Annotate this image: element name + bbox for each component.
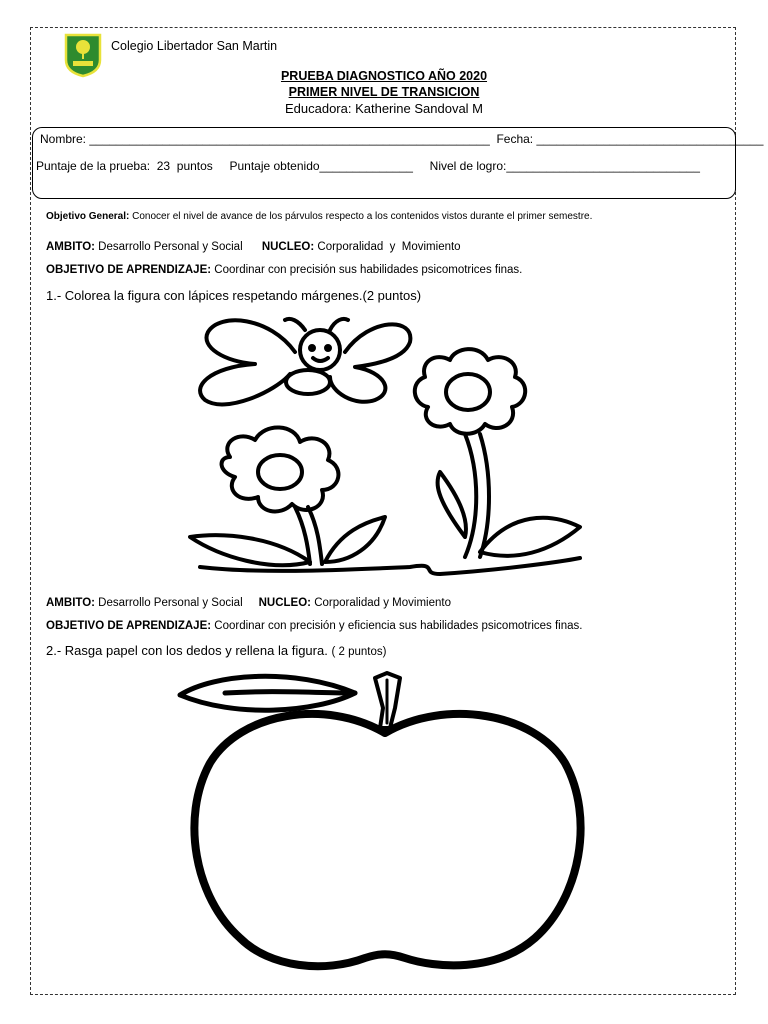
general-objective: [46, 211, 592, 222]
test-title: PRUEBA DIAGNOSTICO AÑO 2020: [280, 69, 488, 83]
apple-drawing-icon: [175, 668, 605, 978]
level-title: PRIMER NIVEL DE TRANSICION: [288, 85, 480, 99]
school-name: Colegio Libertador San Martin: [111, 39, 278, 53]
question-2: 2.- Rasga papel con los dedos y rellena la figura. ( 2 puntos): [46, 643, 387, 658]
section1-objective: OBJETIVO DE APRENDIZAJE: Coordinar con precisión sus habilidades psicomotrices finas.: [46, 264, 523, 276]
flowers-butterfly-drawing-icon: [180, 312, 590, 590]
section2-objective: OBJETIVO DE APRENDIZAJE: Coordinar con precisión y eficiencia sus habilidades psicomotrices finas.: [46, 620, 583, 632]
section2-ambito: AMBITO: Desarrollo Personal y Social NUCLEO: Corporalidad y Movimiento: [46, 597, 451, 609]
name-date-line[interactable]: Nombre: ____________________________________________________________ Fecha: __________________________________: [40, 132, 764, 146]
section1-ambito: AMBITO: Desarrollo Personal y Social NUCLEO: Corporalidad y Movimiento: [46, 241, 461, 253]
score-line[interactable]: Puntaje de la prueba: 23 puntos Puntaje obtenido______________ Nivel de logro:_____________________________: [36, 159, 700, 173]
educator-name: Educadora: Katherine Sandoval M: [284, 101, 483, 116]
question-1: 1.- Colorea la figura con lápices respetando márgenes.(2 puntos): [46, 288, 422, 303]
general-objective-label: Objetivo General:: [46, 211, 130, 222]
general-objective-text: Conocer el nivel de avance de los párvulos respecto a los contenidos vistos durante el primer semestre.: [129, 211, 593, 222]
